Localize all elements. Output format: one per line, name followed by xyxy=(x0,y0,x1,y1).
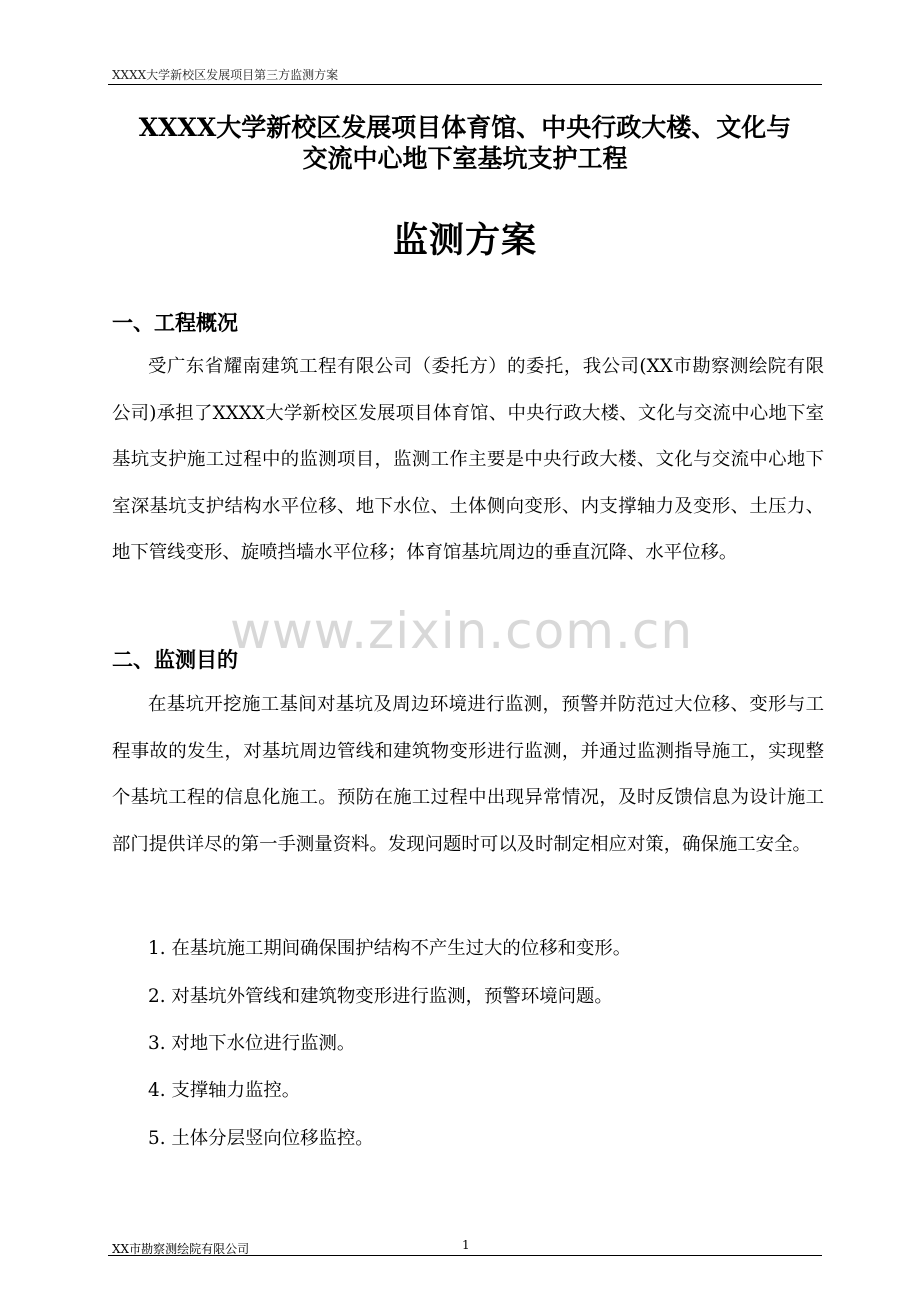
header-rule xyxy=(108,84,822,85)
page-header: XXXX大学新校区发展项目第三方监测方案 xyxy=(112,68,339,82)
list-item-3: 3. 对地下水位进行监测。 xyxy=(148,1033,356,1054)
section-heading-2: 二、监测目的 xyxy=(112,648,238,672)
document-title xyxy=(100,112,830,174)
section-heading-1: 一、工程概况 xyxy=(112,311,238,335)
section-1-paragraph: 受广东省耀南建筑工程有限公司（委托方）的委托，我公司(XX市勘察测绘院有限公司)承担了XXXX大学新校区发展项目体育馆、中央行政大楼、文化与交流中心地下室基坑支护施工过程中的监测项目，监测工作主要是中央行政大楼、文化与交流中心地下室深基坑支护结构水平位移、地下水位、土体侧向变形、内支撑轴力及变形、土压力、地下管线变形、旋喷挡墙水平位移；体育馆基坑周边的垂直沉降、水平位移。 xyxy=(112,356,824,563)
footer-rule xyxy=(108,1255,822,1256)
list-item-4: 4. 支撑轴力监控。 xyxy=(148,1080,301,1101)
list-item-5: 5. 土体分层竖向位移监控。 xyxy=(148,1128,374,1149)
title-line-1: XXXX大学新校区发展项目体育馆、中央行政大楼、文化与 xyxy=(138,113,792,142)
watermark: www.zixin.com.cn xyxy=(230,602,694,660)
section-2-paragraph: 在基坑开挖施工基间对基坑及周边环境进行监测，预警并防范过大位移、变形与工程事故的发生，对基坑周边管线和建筑物变形进行监测，并通过监测指导施工，实现整个基坑工程的信息化施工。预防在施工过程中出现异常情况，及时反馈信息为设计施工部门提供详尽的第一手测量资料。发现问题时可以及时制定相应对策，确保施工安全。 xyxy=(112,694,824,855)
list-item-1: 1. 在基坑施工期间确保围护结构不产生过大的位移和变形。 xyxy=(148,938,632,959)
title-line-2: 交流中心地下室基坑支护工程 xyxy=(302,144,628,173)
document-subtitle: 监测方案 xyxy=(392,220,537,261)
list-item-2: 2. 对基坑外管线和建筑物变形进行监测，预警环境问题。 xyxy=(148,986,613,1007)
footer-company: XX市勘察测绘院有限公司 xyxy=(112,1242,250,1256)
page-number: 1 xyxy=(462,1238,470,1252)
